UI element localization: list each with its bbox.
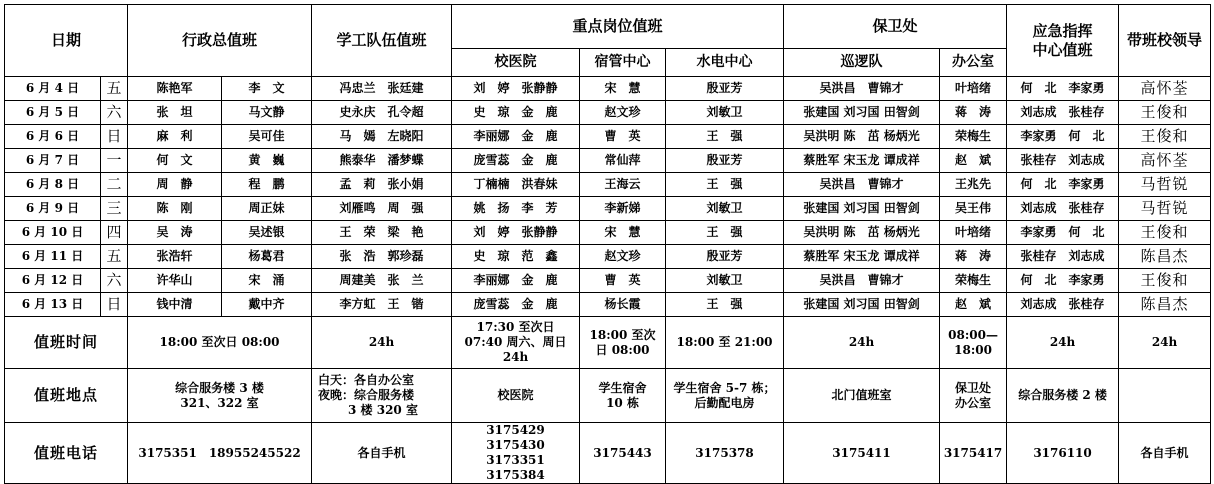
- patrol-duty-cell: 蔡胜军 宋玉龙 谭成祥: [784, 245, 940, 269]
- student-duty-cell: 熊泰华 潘梦蝶: [312, 149, 452, 173]
- office-duty-cell: 叶培绪: [940, 221, 1007, 245]
- date-cell: 6 月 5 日: [5, 101, 101, 125]
- clinic-duty-cell: 庞雪蕊 金 鹿: [452, 293, 580, 317]
- header-student: 学工队伍值班: [312, 5, 452, 77]
- duty-place-office: [940, 369, 1007, 423]
- admin-duty-1-cell: 钱中清: [128, 293, 222, 317]
- header-emergency-line1: 应急指挥: [1032, 21, 1093, 40]
- duty-time-dorm-line1: 18:00 至次: [589, 327, 656, 342]
- header-key-posts: 重点岗位值班: [452, 5, 784, 49]
- date-cell: 6 月 12 日: [5, 269, 101, 293]
- duty-time-utility: 18:00 至 21:00: [666, 317, 784, 369]
- duty-time-emergency: 24h: [1007, 317, 1119, 369]
- duty-time-student: 24h: [312, 317, 452, 369]
- patrol-duty-cell: 吴洪昌 曹锦才: [784, 77, 940, 101]
- header-patrol: 巡逻队: [784, 49, 940, 77]
- duty-phone-clinic-line1: 3175429 3175430: [486, 423, 557, 452]
- duty-time-row: [5, 317, 1211, 369]
- clinic-duty-cell: 李丽娜 金 鹿: [452, 269, 580, 293]
- duty-phone-utility: 3175378: [666, 423, 784, 484]
- clinic-duty-cell: 史 琼 范 鑫: [452, 245, 580, 269]
- office-duty-cell: 赵 斌: [940, 149, 1007, 173]
- utility-duty-cell: 殷亚芳: [666, 149, 784, 173]
- dorm-duty-cell: 赵文珍: [580, 101, 666, 125]
- duty-place-student-line1: 白天：各自办公室: [318, 373, 415, 387]
- office-duty-cell: 吴王伟: [940, 197, 1007, 221]
- duty-place-clinic: 校医院: [452, 369, 580, 423]
- patrol-duty-cell: 张建国 刘习国 田智剑: [784, 197, 940, 221]
- dorm-duty-cell: 李新娣: [580, 197, 666, 221]
- weekday-cell: 五: [101, 77, 128, 101]
- utility-duty-cell: 刘敏卫: [666, 197, 784, 221]
- duty-phone-patrol: 3175411: [784, 423, 940, 484]
- dorm-duty-cell: 曹 英: [580, 269, 666, 293]
- admin-duty-2-cell: 李 文: [222, 77, 312, 101]
- leader-cell: 高怀荃: [1119, 77, 1211, 101]
- admin-duty-1-cell: 许华山: [128, 269, 222, 293]
- duty-place-admin-line1: 综合服务楼 3 楼: [175, 380, 264, 395]
- header-office: 办公室: [940, 49, 1007, 77]
- duty-time-clinic-line1: 17:30 至次日: [476, 320, 555, 334]
- duty-place-student-line2: 夜晚：综合服务楼: [318, 388, 415, 402]
- date-cell: 6 月 7 日: [5, 149, 101, 173]
- admin-duty-1-cell: 麻 利: [128, 125, 222, 149]
- duty-place-utility: [666, 369, 784, 423]
- header-date: 日期: [5, 5, 128, 77]
- duty-phone-row: [5, 423, 1211, 484]
- utility-duty-cell: 王 强: [666, 221, 784, 245]
- emergency-duty-cell: 刘志成 张桂存: [1007, 197, 1119, 221]
- duty-phone-office: 3175417: [940, 423, 1007, 484]
- patrol-duty-cell: 蔡胜军 宋玉龙 谭成祥: [784, 149, 940, 173]
- duty-phone-dorm: 3175443: [580, 423, 666, 484]
- admin-duty-1-cell: 陈 刚: [128, 197, 222, 221]
- header-clinic: 校医院: [452, 49, 580, 77]
- admin-duty-2-cell: 戴中齐: [222, 293, 312, 317]
- patrol-duty-cell: 吴洪明 陈 茁 杨炳光: [784, 221, 940, 245]
- emergency-duty-cell: 刘志成 张桂存: [1007, 101, 1119, 125]
- emergency-duty-cell: 何 北 李家勇: [1007, 173, 1119, 197]
- leader-cell: 马哲锐: [1119, 173, 1211, 197]
- admin-duty-2-cell: 程 鹏: [222, 173, 312, 197]
- office-duty-cell: 王兆先: [940, 173, 1007, 197]
- leader-cell: 王俊和: [1119, 221, 1211, 245]
- clinic-duty-cell: 刘 婷 张静静: [452, 77, 580, 101]
- dorm-duty-cell: 常仙萍: [580, 149, 666, 173]
- student-duty-cell: 冯忠兰 张廷建: [312, 77, 452, 101]
- emergency-duty-cell: 何 北 李家勇: [1007, 269, 1119, 293]
- office-duty-cell: 蒋 涛: [940, 101, 1007, 125]
- dorm-duty-cell: 曹 英: [580, 125, 666, 149]
- duty-place-student-line3: 3 楼 320 室: [348, 403, 418, 417]
- leader-cell: 陈昌杰: [1119, 245, 1211, 269]
- duty-phone-clinic: [452, 423, 580, 484]
- patrol-duty-cell: 吴洪昌 曹锦才: [784, 269, 940, 293]
- admin-duty-1-cell: 张 坦: [128, 101, 222, 125]
- weekday-cell: 四: [101, 221, 128, 245]
- student-duty-cell: 李方虹 王 锴: [312, 293, 452, 317]
- duty-phone-leader: 各自手机: [1119, 423, 1211, 484]
- header-admin: 行政总值班: [128, 5, 312, 77]
- date-cell: 6 月 10 日: [5, 221, 101, 245]
- duty-phone-admin: 3175351 18955245522: [128, 423, 312, 484]
- office-duty-cell: 叶培绪: [940, 77, 1007, 101]
- admin-duty-2-cell: 杨葛君: [222, 245, 312, 269]
- duty-time-leader: 24h: [1119, 317, 1211, 369]
- clinic-duty-cell: 李丽娜 金 鹿: [452, 125, 580, 149]
- duty-place-dorm-line1: 学生宿舍: [598, 380, 647, 395]
- admin-duty-1-cell: 张浩轩: [128, 245, 222, 269]
- duty-place-office-line1: 保卫处: [955, 380, 992, 395]
- duty-place-office-line2: 办公室: [955, 395, 992, 410]
- office-duty-cell: 荣梅生: [940, 269, 1007, 293]
- clinic-duty-cell: 史 琼 金 鹿: [452, 101, 580, 125]
- dorm-duty-cell: 宋 慧: [580, 77, 666, 101]
- utility-duty-cell: 殷亚芳: [666, 245, 784, 269]
- header-emergency-line2: 中心值班: [1032, 40, 1093, 59]
- table-row: [5, 221, 1211, 245]
- duty-time-patrol: 24h: [784, 317, 940, 369]
- leader-cell: 陈昌杰: [1119, 293, 1211, 317]
- emergency-duty-cell: 李家勇 何 北: [1007, 221, 1119, 245]
- emergency-duty-cell: 张桂存 刘志成: [1007, 149, 1119, 173]
- student-duty-cell: 史永庆 孔令超: [312, 101, 452, 125]
- admin-duty-2-cell: 吴可佳: [222, 125, 312, 149]
- student-duty-cell: 王 荣 梁 艳: [312, 221, 452, 245]
- admin-duty-2-cell: 黄 巍: [222, 149, 312, 173]
- admin-duty-2-cell: 宋 涌: [222, 269, 312, 293]
- duty-time-dorm-line2: 日 08:00: [595, 342, 650, 357]
- weekday-cell: 日: [101, 125, 128, 149]
- emergency-duty-cell: 何 北 李家勇: [1007, 77, 1119, 101]
- roster-body: [5, 77, 1211, 317]
- student-duty-cell: 刘雁鸣 周 强: [312, 197, 452, 221]
- utility-duty-cell: 刘敏卫: [666, 101, 784, 125]
- header-leader: 带班校领导: [1119, 5, 1211, 77]
- weekday-cell: 六: [101, 269, 128, 293]
- admin-duty-1-cell: 何 文: [128, 149, 222, 173]
- header-emergency: [1007, 5, 1119, 77]
- weekday-cell: 六: [101, 101, 128, 125]
- duty-roster-table: [4, 4, 1211, 484]
- table-row: [5, 197, 1211, 221]
- office-duty-cell: 荣梅生: [940, 125, 1007, 149]
- duty-place-dorm: [580, 369, 666, 423]
- duty-place-utility-line2: 后勤配电房: [694, 395, 755, 410]
- duty-time-dorm: [580, 317, 666, 369]
- utility-duty-cell: 殷亚芳: [666, 77, 784, 101]
- weekday-cell: 日: [101, 293, 128, 317]
- duty-place-leader: [1119, 369, 1211, 423]
- student-duty-cell: 张 浩 郭珍磊: [312, 245, 452, 269]
- leader-cell: 王俊和: [1119, 125, 1211, 149]
- header-security: 保卫处: [784, 5, 1007, 49]
- dorm-duty-cell: 杨长霞: [580, 293, 666, 317]
- duty-phone-clinic-line2: 3173351 3175384: [486, 453, 557, 482]
- admin-duty-2-cell: 吴述银: [222, 221, 312, 245]
- header-utility: 水电中心: [666, 49, 784, 77]
- patrol-duty-cell: 张建国 刘习国 田智剑: [784, 101, 940, 125]
- header-row-main: [5, 5, 1211, 49]
- duty-time-office: [940, 317, 1007, 369]
- admin-duty-2-cell: 马文静: [222, 101, 312, 125]
- clinic-duty-cell: 姚 扬 李 芳: [452, 197, 580, 221]
- weekday-cell: 二: [101, 173, 128, 197]
- table-row: [5, 149, 1211, 173]
- patrol-duty-cell: 吴洪昌 曹锦才: [784, 173, 940, 197]
- leader-cell: 王俊和: [1119, 101, 1211, 125]
- utility-duty-cell: 刘敏卫: [666, 269, 784, 293]
- emergency-duty-cell: 李家勇 何 北: [1007, 125, 1119, 149]
- clinic-duty-cell: 庞雪蕊 金 鹿: [452, 149, 580, 173]
- admin-duty-1-cell: 吴 涛: [128, 221, 222, 245]
- table-row: [5, 77, 1211, 101]
- date-cell: 6 月 4 日: [5, 77, 101, 101]
- admin-duty-1-cell: 周 静: [128, 173, 222, 197]
- office-duty-cell: 蒋 涛: [940, 245, 1007, 269]
- utility-duty-cell: 王 强: [666, 293, 784, 317]
- patrol-duty-cell: 张建国 刘习国 田智剑: [784, 293, 940, 317]
- date-cell: 6 月 8 日: [5, 173, 101, 197]
- utility-duty-cell: 王 强: [666, 173, 784, 197]
- duty-time-office-line2: 18:00: [954, 342, 992, 357]
- duty-time-label: 值班时间: [5, 317, 128, 369]
- duty-time-office-line1: 08:00—: [948, 327, 998, 342]
- student-duty-cell: 周建美 张 兰: [312, 269, 452, 293]
- clinic-duty-cell: 丁楠楠 洪春妹: [452, 173, 580, 197]
- student-duty-cell: 孟 莉 张小娟: [312, 173, 452, 197]
- leader-cell: 王俊和: [1119, 269, 1211, 293]
- table-row: [5, 269, 1211, 293]
- admin-duty-2-cell: 周正妹: [222, 197, 312, 221]
- dorm-duty-cell: 王海云: [580, 173, 666, 197]
- duty-place-dorm-line2: 10 栋: [606, 395, 639, 410]
- duty-place-utility-line1: 学生宿舍 5-7 栋；: [673, 380, 776, 395]
- table-row: [5, 245, 1211, 269]
- table-row: [5, 173, 1211, 197]
- duty-phone-label: 值班电话: [5, 423, 128, 484]
- leader-cell: 高怀荃: [1119, 149, 1211, 173]
- header-dorm: 宿管中心: [580, 49, 666, 77]
- duty-place-patrol: 北门值班室: [784, 369, 940, 423]
- utility-duty-cell: 王 强: [666, 125, 784, 149]
- duty-phone-student: 各自手机: [312, 423, 452, 484]
- student-duty-cell: 马 嫣 左晓阳: [312, 125, 452, 149]
- duty-place-label: 值班地点: [5, 369, 128, 423]
- duty-phone-emergency: 3176110: [1007, 423, 1119, 484]
- date-cell: 6 月 6 日: [5, 125, 101, 149]
- duty-place-emergency: 综合服务楼 2 楼: [1007, 369, 1119, 423]
- duty-time-clinic: [452, 317, 580, 369]
- duty-place-student: [312, 369, 452, 423]
- duty-place-row: [5, 369, 1211, 423]
- weekday-cell: 三: [101, 197, 128, 221]
- duty-place-admin: [128, 369, 312, 423]
- patrol-duty-cell: 吴洪明 陈 茁 杨炳光: [784, 125, 940, 149]
- office-duty-cell: 赵 斌: [940, 293, 1007, 317]
- dorm-duty-cell: 宋 慧: [580, 221, 666, 245]
- duty-time-admin: 18:00 至次日 08:00: [128, 317, 312, 369]
- weekday-cell: 五: [101, 245, 128, 269]
- emergency-duty-cell: 刘志成 张桂存: [1007, 293, 1119, 317]
- dorm-duty-cell: 赵文珍: [580, 245, 666, 269]
- admin-duty-1-cell: 陈艳军: [128, 77, 222, 101]
- duty-place-admin-line2: 321、322 室: [180, 395, 259, 410]
- table-row: [5, 101, 1211, 125]
- date-cell: 6 月 9 日: [5, 197, 101, 221]
- date-cell: 6 月 11 日: [5, 245, 101, 269]
- duty-time-clinic-line3: 24h: [502, 350, 529, 364]
- table-row: [5, 125, 1211, 149]
- table-row: [5, 293, 1211, 317]
- emergency-duty-cell: 张桂存 刘志成: [1007, 245, 1119, 269]
- duty-time-clinic-line2: 07:40 周六、周日: [464, 335, 567, 349]
- date-cell: 6 月 13 日: [5, 293, 101, 317]
- weekday-cell: 一: [101, 149, 128, 173]
- leader-cell: 马哲锐: [1119, 197, 1211, 221]
- clinic-duty-cell: 刘 婷 张静静: [452, 221, 580, 245]
